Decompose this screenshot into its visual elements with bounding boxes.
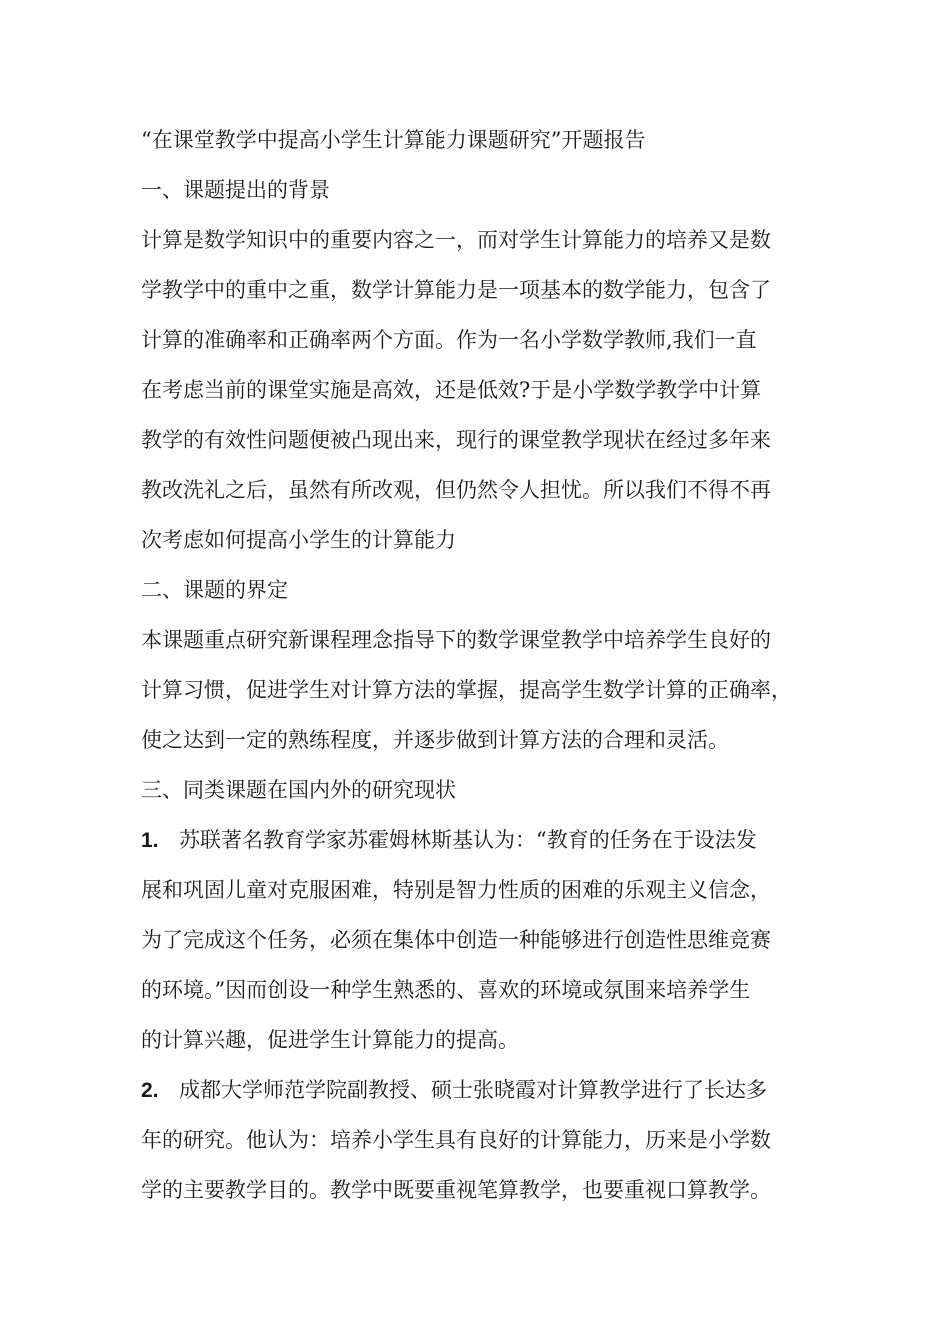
document-title: “在课堂教学中提高小学生计算能力课题研究”开题报告 [141,128,646,152]
section-2-line: 计算习惯，促进学生对计算方法的掌握，提高学生数学计算的正确率， [141,678,792,702]
section-1-line: 教学的有效性问题便被凸现出来，现行的课堂教学现状在经过多年来 [141,428,771,452]
list-item-2-line: 年的研究。他认为：培养小学生具有良好的计算能力，历来是小学数 [141,1128,771,1152]
section-2-line: 本课题重点研究新课程理念指导下的数学课堂教学中培养学生良好的 [141,628,771,652]
list-item-1-line: 为了完成这个任务，必须在集体中创造一种能够进行创造性思维竞赛 [141,928,771,952]
list-item-2-first-line [141,1075,767,1106]
list-item-2-line: 学的主要教学目的。教学中既要重视笔算教学，也要重视口算教学。 [141,1178,771,1202]
list-item-2-number: 2. [141,1079,159,1102]
section-1-line: 学教学中的重中之重，数学计算能力是一项基本的数学能力，包含了 [141,278,771,302]
section-1-line: 在考虑当前的课堂实施是高效，还是低效?于是小学数学教学中计算 [141,378,762,402]
list-item-1-line: 的环境。”因而创设一种学生熟悉的、喜欢的环境或氛围来培养学生 [141,978,751,1002]
section-3-heading: 三、同类课题在国内外的研究现状 [141,778,456,802]
list-item-1-line: 的计算兴趣，促进学生计算能力的提高。 [141,1028,519,1052]
list-item-1-line: 展和巩固儿童对克服困难，特别是智力性质的困难的乐观主义信念， [141,878,771,902]
list-item-2-text: 成都大学师范学院副教授、硕士张晓霞对计算教学进行了长达多 [179,1078,767,1102]
section-1-line: 次考虑如何提高小学生的计算能力 [141,528,456,552]
section-1-line: 计算的准确率和正确率两个方面。作为一名小学数学教师,我们一直 [141,328,757,352]
section-1-line: 教改洗礼之后，虽然有所改观，但仍然令人担忧。所以我们不得不再 [141,478,771,502]
section-2-heading: 二、课题的界定 [141,578,288,602]
section-1-line: 计算是数学知识中的重要内容之一，而对学生计算能力的培养又是数 [141,228,771,252]
section-1-heading: 一、课题提出的背景 [141,178,330,202]
list-item-1-text: 苏联著名教育学家苏霍姆林斯基认为：“教育的任务在于设法发 [179,828,757,852]
list-item-1-first-line [141,825,757,856]
list-item-1-number: 1. [141,829,159,852]
section-2-line: 使之达到一定的熟练程度，并逐步做到计算方法的合理和灵活。 [141,728,729,752]
